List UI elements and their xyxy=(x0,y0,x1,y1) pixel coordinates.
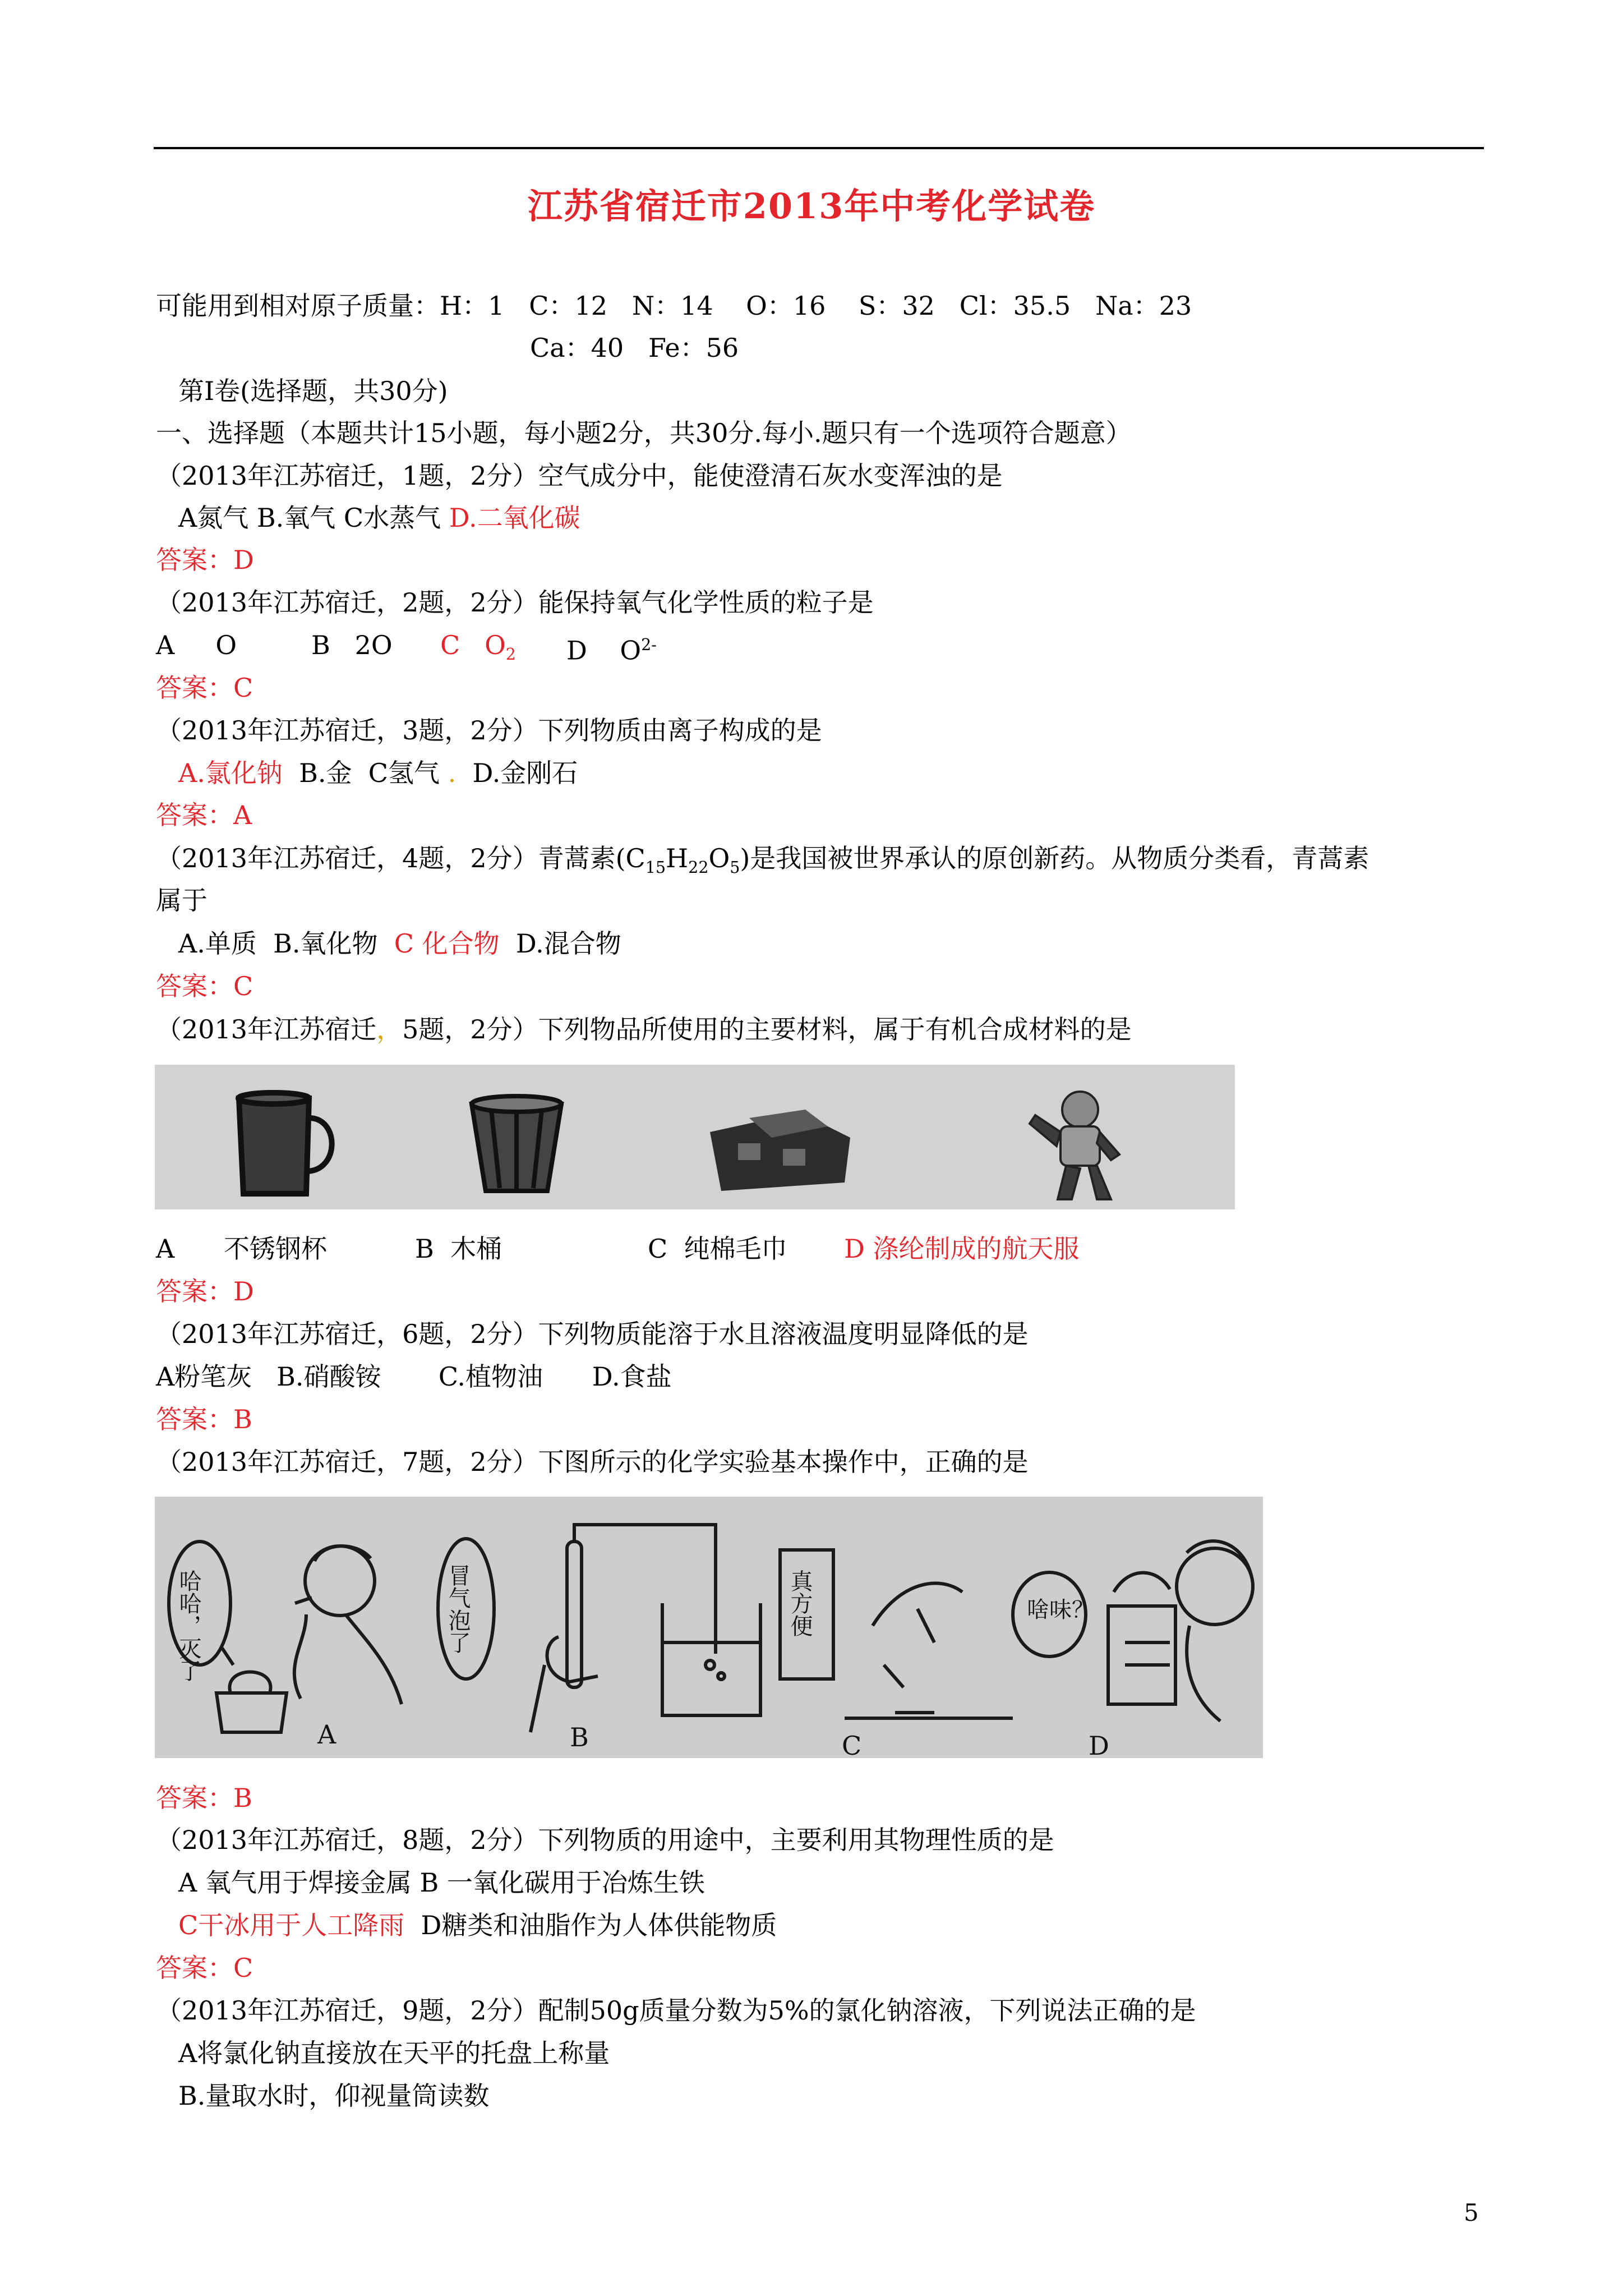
question-5-option-d: D 涤纶制成的航天服 xyxy=(844,1234,1080,1264)
question-1-options: A氮气 B.氧气 C水蒸气 D.二氧化碳 xyxy=(178,503,580,533)
question-5-option-a: A 不锈钢杯 xyxy=(156,1234,327,1264)
question-4-correct-option: C 化合物 xyxy=(394,928,500,959)
atomic-mass-line-1: 可能用到相对原子质量：H：1 C：12 N：14 O：16 S：32 Cl：35.5 Na：23 xyxy=(156,291,1192,321)
panel-d-bubble: 啥味？ xyxy=(1027,1597,1094,1623)
question-1-answer: 答案：D xyxy=(156,545,254,575)
panel-d-label: D xyxy=(1089,1731,1109,1758)
panel-b-label: B xyxy=(570,1722,589,1752)
panel-a-label: A xyxy=(317,1719,336,1750)
question-8-options-line-1: A 氧气用于焊接金属 B 一氧化碳用于冶炼生铁 xyxy=(178,1867,705,1898)
question-2-option-b: B 2O xyxy=(311,630,393,660)
question-2-stem: （2013年江苏宿迁，2题，2分）能保持氧气化学性质的粒子是 xyxy=(156,587,874,618)
question-8-answer: 答案：C xyxy=(156,1953,253,1983)
question-6-answer: 答案：B xyxy=(156,1404,252,1434)
question-7-answer: 答案：B xyxy=(156,1783,252,1813)
lab-operations-illustration xyxy=(155,1497,1263,1758)
question-8-stem: （2013年江苏宿迁，8题，2分）下列物质的用途中，主要利用其物理性质的是 xyxy=(156,1825,1054,1855)
question-5-stem: （2013年江苏宿迁，5题，2分）下列物品所使用的主要材料，属于有机合成材料的是 xyxy=(156,1014,1132,1045)
page-title: 江苏省宿迁市2013年中考化学试卷 xyxy=(527,186,1096,227)
question-9-option-b: B.量取水时，仰视量筒读数 xyxy=(178,2081,490,2111)
question-3-stem: （2013年江苏宿迁，3题，2分）下列物质由离子构成的是 xyxy=(156,715,822,746)
question-4-answer: 答案：C xyxy=(156,971,253,1001)
question-8-options-line-2: C干冰用于人工降雨 D糖类和油脂作为人体供能物质 xyxy=(178,1910,777,1940)
question-4-stem-line-2: 属于 xyxy=(156,885,208,915)
wooden-bucket-icon xyxy=(472,1096,561,1191)
question-7-lab-operations-photo xyxy=(155,1497,1263,1758)
question-5-answer: 答案：D xyxy=(156,1276,254,1306)
question-1-stem: （2013年江苏宿迁，1题，2分）空气成分中，能使澄清石灰水变浑浊的是 xyxy=(156,461,1003,491)
question-2-answer: 答案：C xyxy=(156,673,253,703)
question-2-option-c: C $O_2$ xyxy=(440,630,516,664)
page-number: 5 xyxy=(1464,2199,1479,2226)
question-3-options: A.氯化钠 B.金 C氢气 . D.金刚石 xyxy=(178,758,578,788)
question-5-materials-photo xyxy=(155,1065,1235,1209)
panel-c-bubble: 真方便 xyxy=(787,1570,813,1637)
question-4-options: A.单质 B.氧化物 C 化合物 D.混合物 xyxy=(178,928,621,959)
question-1-correct-option: D.二氧化碳 xyxy=(449,503,580,533)
panel-c-label: C xyxy=(842,1731,862,1758)
question-5-option-b: B 木桶 xyxy=(415,1234,502,1264)
question-6-stem: （2013年江苏宿迁，6题，2分）下列物质能溶于水且溶液温度明显降低的是 xyxy=(156,1319,1029,1349)
question-2-option-d: D $O^{2-}$ xyxy=(566,635,657,666)
panel-b-bubble: 冒气泡了 xyxy=(445,1564,471,1654)
question-9-option-a: A将氯化钠直接放在天平的托盘上称量 xyxy=(178,2038,610,2068)
question-6-options: A粉笔灰 B.硝酸铵 C.植物油 D.食盐 xyxy=(156,1361,672,1392)
question-3-correct-option: A.氯化钠 xyxy=(178,758,283,788)
question-2-option-a: A O xyxy=(156,630,237,660)
question-4-stem: （2013年江苏宿迁，4题，2分）青蒿素$(C_{15}H_{22}O_5)$是我国被世界承认的原创新药。从物质分类看，青蒿素 xyxy=(156,843,1370,877)
question-8-correct-option: C干冰用于人工降雨 xyxy=(178,1910,405,1940)
panel-a-bubble: 哈哈，灭了 xyxy=(176,1570,201,1682)
part-heading: 第Ⅰ卷(选择题，共30分) xyxy=(178,376,448,406)
question-3-answer: 答案：A xyxy=(156,800,252,830)
atomic-mass-line-2: Ca：40 Fe：56 xyxy=(530,333,739,363)
materials-illustration xyxy=(155,1065,1235,1209)
question-7-stem: （2013年江苏宿迁，7题，2分）下图所示的化学实验基本操作中，正确的是 xyxy=(156,1447,1029,1477)
question-5-option-c: C 纯棉毛巾 xyxy=(648,1234,787,1264)
question-9-stem: （2013年江苏宿迁，9题，2分）配制50g质量分数为5%的氯化钠溶液，下列说法正确的是 xyxy=(156,1995,1196,2026)
header-rule xyxy=(154,147,1484,149)
section-heading: 一、选择题（本题共计15小题，每小题2分，共30分.每小.题只有一个选项符合题意） xyxy=(156,418,1132,448)
